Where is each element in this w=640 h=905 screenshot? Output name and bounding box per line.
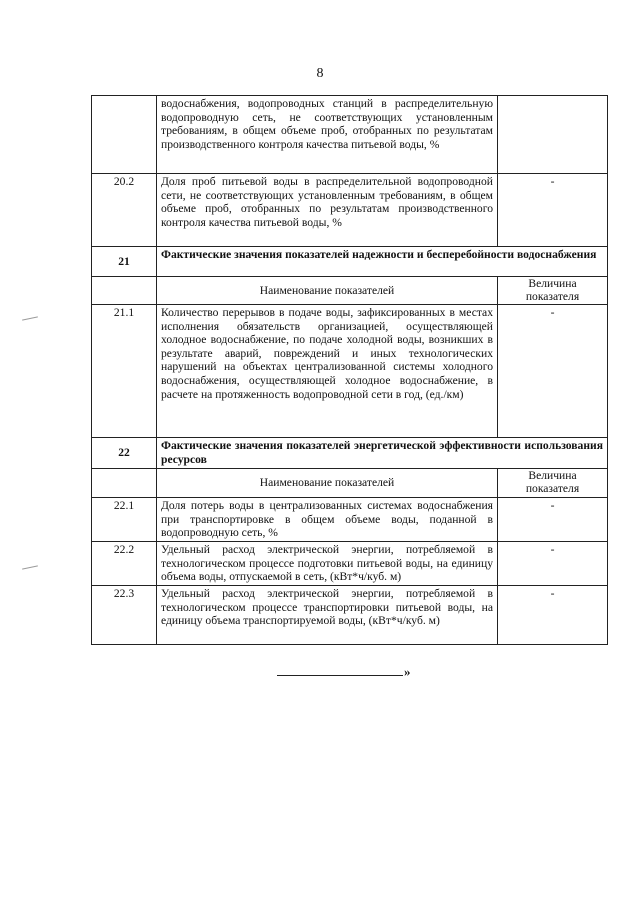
closing-quote: » <box>404 664 411 679</box>
table-row <box>92 174 608 247</box>
margin-mark <box>22 565 38 569</box>
header-empty-cell <box>92 277 157 305</box>
margin-mark <box>22 316 38 320</box>
header-name: Наименование показателей <box>157 469 498 498</box>
indicator-name: Удельный расход электрической энергии, потребляемой в технологическом процессе транспортировки питьевой воды, на единицу объема транспортируемой воды, (кВт*ч/куб. м) <box>157 586 498 645</box>
row-number: 22.2 <box>92 542 157 586</box>
table-row <box>92 498 608 542</box>
indicator-name: водоснабжения, водопроводных станций в распределительную водопроводную сеть, не соответствующих установленным требованиям, в общем объеме проб, отобранных по результатам производственного контроля качества питьевой воды, % <box>157 96 498 174</box>
table-row <box>92 96 608 174</box>
row-number <box>92 96 157 174</box>
row-number: 20.2 <box>92 174 157 247</box>
table-row <box>92 586 608 645</box>
indicator-name: Доля проб питьевой воды в распределительной водопроводной сети, не соответствующих установленным требованиям, в общем объеме проб, отобранных по результатам производственного контроля качества питьевой воды, % <box>157 174 498 247</box>
indicators-table <box>91 95 608 645</box>
section-number: 22 <box>92 438 157 469</box>
page-number: 8 <box>316 66 324 81</box>
table-row <box>92 542 608 586</box>
row-number: 22.1 <box>92 498 157 542</box>
section-row <box>92 438 608 469</box>
indicator-name: Удельный расход электрической энергии, потребляемой в технологическом процессе подготовки питьевой воды, на единицу объема воды, отпускаемой в сеть, (кВт*ч/куб. м) <box>157 542 498 586</box>
indicator-name: Количество перерывов в подаче воды, зафиксированных в местах исполнения обязательств организацией, осуществляющей холодное водоснабжение, по подаче холодной воды, возникших в результате аварий, повреждений и иных технологических нарушений на объектах централизованной системы холодного водоснабжения, осуществляющей холодное водоснабжение, в расчете на протяженность водопроводной сети в год, (ед./км) <box>157 305 498 438</box>
row-number: 22.3 <box>92 586 157 645</box>
section-title: Фактические значения показателей энергетической эффективности использования ресурсов <box>157 438 608 469</box>
row-number: 21.1 <box>92 305 157 438</box>
table-row <box>92 305 608 438</box>
section-title: Фактические значения показателей надежности и бесперебойности водоснабжения <box>157 247 608 277</box>
header-value: Величина показателя <box>498 277 608 305</box>
column-header-row <box>92 277 608 305</box>
indicator-value: - <box>498 174 608 247</box>
header-name: Наименование показателей <box>157 277 498 305</box>
column-header-row <box>92 469 608 498</box>
section-number: 21 <box>92 247 157 277</box>
indicator-value: - <box>498 542 608 586</box>
section-row <box>92 247 608 277</box>
indicator-value: - <box>498 305 608 438</box>
header-empty-cell <box>92 469 157 498</box>
indicator-name: Доля потерь воды в централизованных системах водоснабжения при транспортировке в общем объеме воды, поданной в водопроводную сеть, % <box>157 498 498 542</box>
indicator-value: - <box>498 498 608 542</box>
indicator-value: - <box>498 586 608 645</box>
signature-underline <box>277 666 403 676</box>
header-value: Величина показателя <box>498 469 608 498</box>
closing-line <box>277 664 411 680</box>
indicator-value <box>498 96 608 174</box>
